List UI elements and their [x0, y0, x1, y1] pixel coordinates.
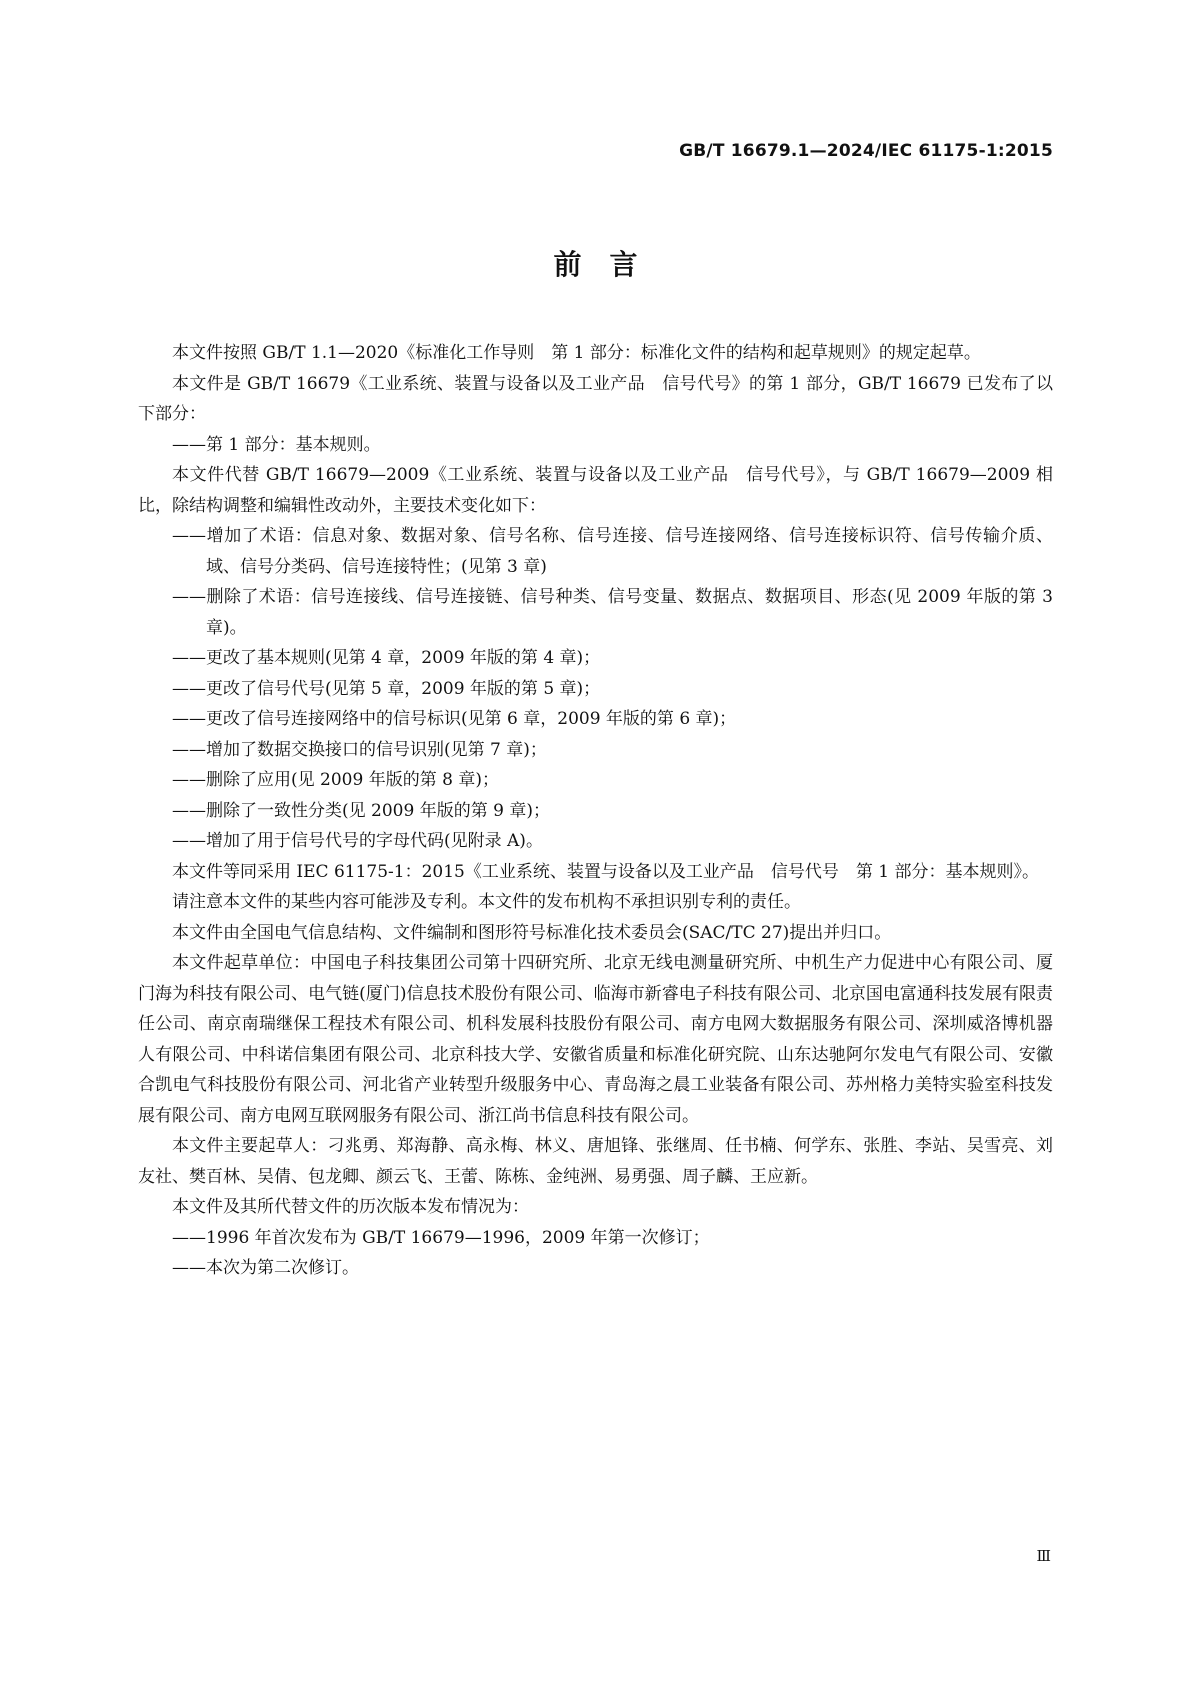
paragraph: 本文件由全国电气信息结构、文件编制和图形符号标准化技术委员会(SAC/TC 27)提出并归口。: [172, 922, 892, 943]
page-title: 前 言: [553, 248, 638, 281]
list-item: ——更改了信号代号(见第 5 章，2009 年版的第 5 章)；: [172, 678, 601, 699]
foreword-body: [138, 338, 1053, 1284]
list-item: ——增加了数据交换接口的信号识别(见第 7 章)；: [172, 739, 547, 760]
page-number: Ⅲ: [1036, 1547, 1051, 1565]
list-item: ——更改了信号连接网络中的信号标识(见第 6 章，2009 年版的第 6 章)；: [172, 709, 737, 729]
paragraph: 本文件按照 GB/T 1.1—2020《标准化工作导则 第 1 部分：标准化文件的结构和起草规则》的规定起草。: [172, 343, 981, 363]
list-item: ——第 1 部分：基本规则。: [172, 434, 381, 455]
list-item: ——1996 年首次发布为 GB/T 16679—1996，2009 年第一次修订；: [172, 1227, 710, 1248]
paragraph: 本文件及其所代替文件的历次版本发布情况为：: [172, 1197, 529, 1217]
paragraph: 本文件起草单位：中国电子科技集团公司第十四研究所、北京无线电测量研究所、中机生产力促进中心有限公司、厦门海为科技有限公司、电气链(厦门)信息技术股份有限公司、临海市新睿电子科技有限公司、北京国电富通科技发展有限责任公司、南京南瑞继保工程技术有限公司、机科发展科技股份有限公司、南方电网大数据服务有限公司、深圳威洛博机器人有限公司、中科诺信集团有限公司、北京科技大学、安徽省质量和标准化研究院、山东达驰阿尔发电气有限公司、安徽合凯电气科技股份有限公司、河北省产业转型升级服务中心、青岛海之晨工业装备有限公司、苏州格力美特实验室科技发展有限公司、南方电网互联网服务有限公司、浙江尚书信息科技有限公司。: [138, 953, 1053, 1126]
paragraph: 本文件是 GB/T 16679《工业系统、装置与设备以及工业产品 信号代号》的第 1 部分，GB/T 16679 已发布了以下部分：: [138, 373, 1053, 424]
list-item: ——删除了术语：信号连接线、信号连接链、信号种类、信号变量、数据点、数据项目、形态(见 2009 年版的第 3 章)。: [172, 587, 1053, 638]
paragraph: 本文件主要起草人：刁兆勇、郑海静、高永梅、林义、唐旭锋、张继周、任书楠、何学东、张胜、李站、吴雪亮、刘友社、樊百林、吴倩、包龙卿、颜云飞、王蕾、陈栋、金纯洲、易勇强、周子麟、王应新。: [138, 1136, 1053, 1187]
paragraph: 请注意本文件的某些内容可能涉及专利。本文件的发布机构不承担识别专利的责任。: [172, 892, 801, 912]
list-item: ——删除了一致性分类(见 2009 年版的第 9 章)；: [172, 800, 550, 821]
list-item: ——增加了用于信号代号的字母代码(见附录 A)。: [172, 831, 543, 851]
list-item: ——增加了术语：信息对象、数据对象、信号名称、信号连接、信号连接网络、信号连接标识符、信号传输介质、域、信号分类码、信号连接特性；(见第 3 章): [172, 526, 1053, 577]
list-item: ——本次为第二次修订。: [172, 1258, 359, 1278]
list-item: ——删除了应用(见 2009 年版的第 8 章)；: [172, 770, 499, 790]
paragraph: 本文件代替 GB/T 16679—2009《工业系统、装置与设备以及工业产品 信号代号》，与 GB/T 16679—2009 相比，除结构调整和编辑性改动外，主要技术变化如下：: [138, 465, 1053, 516]
standard-number: GB/T 16679.1—2024/IEC 61175-1:2015: [679, 141, 1053, 161]
list-item: ——更改了基本规则(见第 4 章，2009 年版的第 4 章)；: [172, 648, 601, 668]
paragraph: 本文件等同采用 IEC 61175-1：2015《工业系统、装置与设备以及工业产品 信号代号 第 1 部分：基本规则》。: [172, 861, 1039, 882]
